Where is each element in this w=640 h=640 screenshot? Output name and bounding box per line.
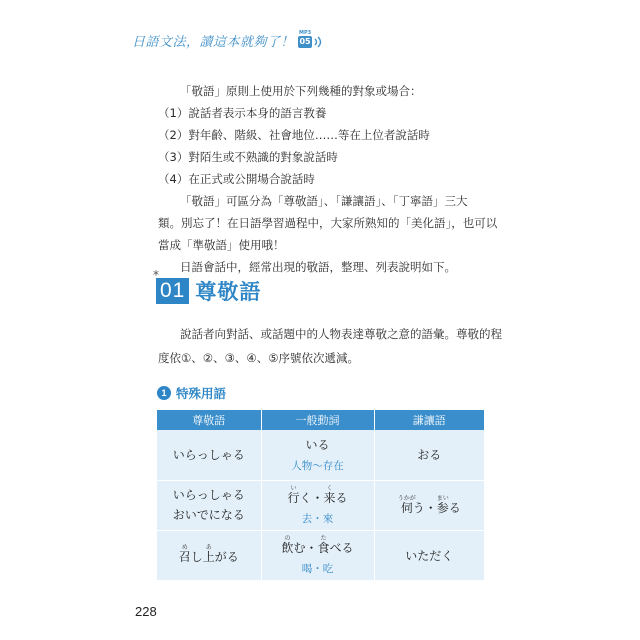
intro-paragraph-line: 當成「準敬語」使用哦！ <box>158 238 285 252</box>
section-paragraph-line: 說話者向對話、或話題中的人物表達尊敬之意的語彙。尊敬的程 <box>180 327 502 341</box>
table-cell-verb <box>261 480 374 530</box>
kenjo-word: おる <box>417 448 442 463</box>
page-header <box>132 30 328 50</box>
table-cell-kenjo <box>374 430 484 480</box>
section-title: 尊敬語 <box>195 280 262 304</box>
furigana: い <box>287 484 300 492</box>
furigana: の <box>281 534 294 542</box>
speaker-wave-icon <box>313 35 325 49</box>
table-cell-sonkei <box>157 480 261 530</box>
intro-paragraph-line: 類。別忘了！在日語學習過程中，大家所熟知的「美化語」，也可以 <box>158 216 498 230</box>
furigana: た <box>317 534 330 542</box>
table-header-sonkei: 尊敬語 <box>157 410 261 430</box>
verb-word: 飲のむ・食たべる <box>281 534 354 555</box>
section-heading <box>153 268 262 306</box>
subsection-number: 1 <box>157 386 171 400</box>
intro-paragraph-line: 「敬語」可區分為「尊敬語」、「謙讓語」、「丁寧語」三大 <box>180 194 468 208</box>
table-cell-sonkei <box>157 430 261 480</box>
table-row <box>157 530 484 580</box>
section-star: * <box>153 268 159 282</box>
kenjo-word: いただく <box>405 548 454 563</box>
intro-line: 「敬語」原則上使用於下列幾種的對象或場合： <box>180 84 422 98</box>
table-row <box>157 430 484 480</box>
intro-list-item: （2）對年齡、階級、社會地位……等在上位者說話時 <box>158 128 430 142</box>
audio-label: MP3 <box>299 30 312 36</box>
table-cell-kenjo <box>374 530 484 580</box>
verb-meaning: 喝・吃 <box>301 562 334 575</box>
subsection-heading <box>157 384 226 402</box>
sonkei-word: いらっしゃる <box>172 488 245 502</box>
furigana: め <box>178 543 191 551</box>
intro-list-item: （1）說話者表示本身的語言教養 <box>158 106 327 120</box>
table-cell-kenjo <box>374 480 484 530</box>
furigana: あ <box>202 543 215 551</box>
intro-list-item: （3）對陌生或不熟識的對象說話時 <box>158 150 338 164</box>
intro-paragraph-line: 日語會話中，經常出現的敬語，整理、列表說明如下。 <box>180 260 456 274</box>
sonkei-word: 召めし上あがる <box>178 543 239 564</box>
verb-word: 行いく・来くる <box>287 484 348 505</box>
furigana: まい <box>436 494 449 502</box>
section-description <box>158 322 502 370</box>
table-cell-verb <box>261 530 374 580</box>
book-title: 日語文法，讀這本就夠了！ <box>132 34 295 50</box>
kenjo-word: 伺うかがう・参まいる <box>397 494 461 515</box>
verb-meaning: 人物～存在 <box>291 460 344 473</box>
subsection-title: 特殊用語 <box>176 386 227 401</box>
audio-track-number: 05 <box>299 37 311 46</box>
table-row <box>157 480 484 530</box>
page-number: 228 <box>135 604 157 619</box>
furigana: く <box>323 484 336 492</box>
table-header-row <box>157 410 484 430</box>
section-number: 01 <box>156 278 189 304</box>
table-cell-verb <box>261 430 374 480</box>
audio-track-badge <box>298 30 328 50</box>
table-cell-sonkei <box>157 530 261 580</box>
table-header-verb: 一般動詞 <box>261 410 374 430</box>
honorific-table <box>157 410 484 581</box>
verb-meaning: 去・來 <box>301 512 334 525</box>
furigana: うかが <box>397 494 416 502</box>
table-header-kenjo: 謙讓語 <box>374 410 484 430</box>
sonkei-word: いらっしゃる <box>172 447 245 462</box>
sonkei-word: おいでになる <box>172 508 245 522</box>
intro-text <box>158 80 498 278</box>
intro-list-item: （4）在正式或公開場合說話時 <box>158 172 315 186</box>
section-paragraph-line: 度依①、②、③、④、⑤序號依次遞減。 <box>158 351 360 365</box>
verb-word: いる <box>305 438 330 453</box>
